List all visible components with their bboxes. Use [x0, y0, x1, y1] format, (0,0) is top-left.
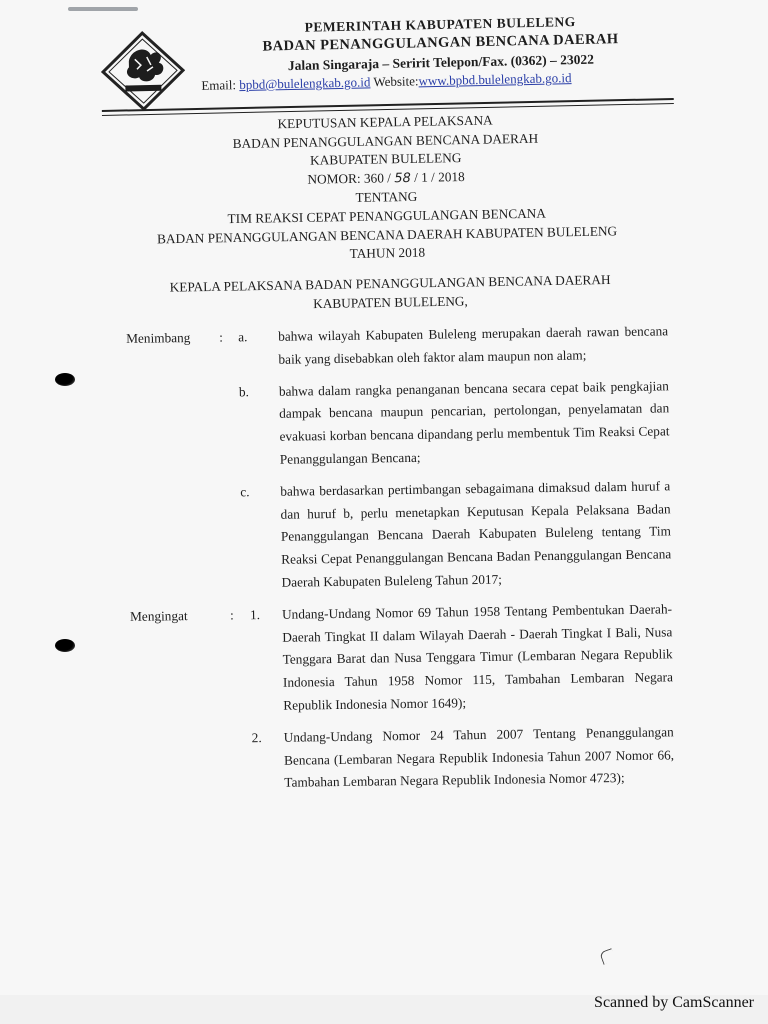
agency-name: BADAN PENANGGULANGAN BENCANA DAERAH: [262, 31, 619, 55]
item-marker: 2.: [251, 729, 262, 745]
subject-line: BADAN PENANGGULANGAN BENCANA DAERAH KABUPATEN BULELENG: [156, 222, 618, 246]
website-link[interactable]: www.bpbd.bulelengkab.go.id: [418, 70, 572, 89]
letterhead: [100, 10, 674, 112]
issuer-line: KABUPATEN BULELENG,: [313, 293, 468, 312]
subject-line: TIM REAKSI CEPAT PENANGGULANGAN BENCANA: [227, 205, 547, 227]
tentang-label: TENTANG: [355, 189, 418, 206]
nomor-suffix: / 1 / 2018: [413, 168, 465, 185]
item-text: bahwa wilayah Kabupaten Buleleng merupakan daerah rawan bencana baik yang disebabkan oleh faktor alam maupun non alam;: [278, 323, 669, 367]
section-label: Menimbang: [126, 330, 191, 346]
agency-address: Jalan Singaraja – Seririt Telepon/Fax. (0362) – 23022: [287, 51, 595, 74]
item-marker: c.: [240, 483, 250, 500]
item-text: Undang-Undang Nomor 69 Tahun 1958 Tentang Pembentukan Daerah-Daerah Tingkat II dalam Wilayah Daerah - Daerah Tingkat I Bali, Nusa Tenggara Barat dan Nusa Tenggara Timur (Lembaran Negara Republik Indonesia Tahun 1958 Nomor 115, Tambahan Lembaran Negara Republik Indonesia Nomor 1649);: [281, 601, 674, 713]
menimbang-section: [120, 320, 684, 597]
scanner-watermark: Scanned by CamScanner: [594, 994, 754, 1011]
staple-mark: [68, 7, 138, 11]
item-text: bahwa dalam rangka penanganan bencana secara cepat baik pengkajian dampak bencana maupun pencarian, pertolongan, penyelamatan dan evakuasi korban bencana dipandang perlu membentuk Tim Reaksi Cepat Penanggulangan Bencana;: [278, 377, 670, 467]
nomor-prefix: NOMOR: 360 /: [307, 170, 392, 187]
item-marker: b.: [238, 383, 249, 399]
title-line: KABUPATEN BULELENG: [309, 150, 462, 168]
email-label: Email:: [201, 77, 240, 93]
website-label: Website:: [370, 73, 419, 90]
punch-hole-top: [55, 373, 75, 386]
list-item: [124, 598, 686, 720]
issuer-heading: [150, 270, 631, 316]
decree-title: [120, 109, 653, 268]
decree-body: [120, 320, 687, 806]
subject-line: TAHUN 2018: [349, 244, 426, 262]
title-line: BADAN PENANGGULANGAN BENCANA DAERAH: [232, 130, 539, 151]
item-text: Undang-Undang Nomor 24 Tahun 2007 Tentang Penanggulangan Bencana (Lembaran Negara Republik Indonesia Tahun 2007 Nomor 66, Tambahan Lembaran Negara Republik Indonesia Nomor 4723);: [283, 724, 675, 791]
handwritten-number: 58: [394, 170, 411, 187]
title-line: KEPUTUSAN KEPALA PELAKSANA: [277, 112, 493, 132]
list-item: [120, 320, 681, 373]
email-link[interactable]: bpbd@bulelengkab.go.id: [239, 74, 371, 93]
issuer-line: KEPALA PELAKSANA BADAN PENANGGULANGAN BENCANA DAERAH: [169, 271, 611, 295]
section-colon: :: [229, 607, 234, 623]
list-item: [126, 721, 687, 797]
government-name: PEMERINTAH KABUPATEN BULELENG: [304, 14, 576, 35]
regency-emblem-logo: [100, 30, 186, 112]
section-colon: :: [219, 329, 223, 345]
list-item: [122, 475, 684, 597]
list-item: [121, 375, 682, 474]
punch-hole-bottom: [55, 639, 75, 652]
item-marker: a.: [238, 329, 248, 345]
item-text: bahwa berdasarkan pertimbangan sebagaimana dimaksud dalam huruf a dan huruf b, perlu menetapkan Keputusan Kepala Pelaksana Badan Penanggulangan Bencana Daerah Kabupaten Buleleng tentang Tim Reaksi Cepat Penanggulangan Bencana Badan Penanggulangan Bencana Daerah Kabupaten Buleleng Tahun 2017;: [280, 478, 672, 590]
letterhead-text: [200, 10, 681, 94]
section-label: Mengingat: [129, 607, 188, 624]
mengingat-section: [124, 598, 687, 797]
item-marker: 1.: [249, 606, 261, 622]
pen-mark: [599, 948, 616, 965]
